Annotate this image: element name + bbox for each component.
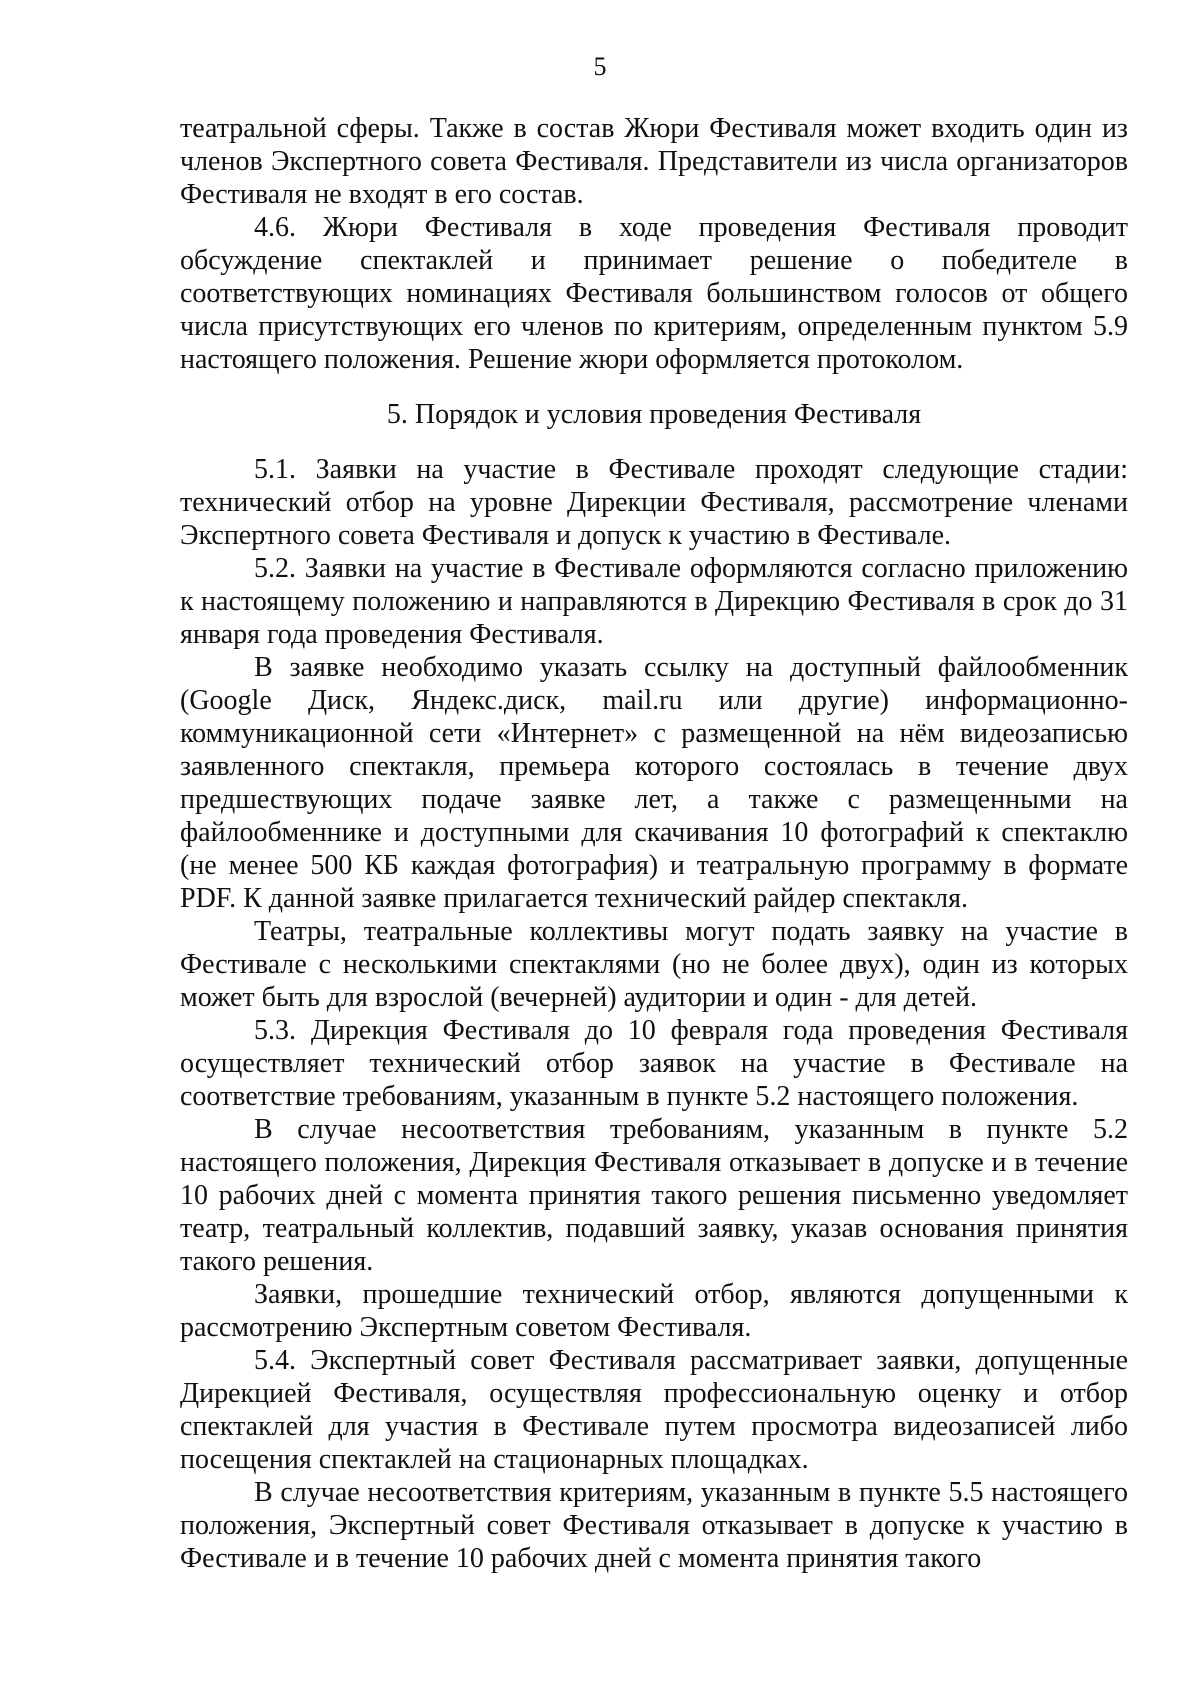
page-number: 5	[593, 52, 607, 81]
paragraph-5-2: 5.2. Заявки на участие в Фестивале оформляются согласно приложению к настоящему положению и направляются в Дирекцию Фестиваля в срок до 31 января года проведения Фестиваля.	[180, 553, 1128, 650]
paragraph-rejection-expert-council: В случае несоответствия критериям, указанным в пункте 5.5 настоящего положения, Экспертный совет Фестиваля отказывает в допуске к участию в Фестивале и в течение 10 рабочих дней с момента принятия такого	[180, 1477, 1128, 1574]
document-body	[180, 112, 1128, 1575]
paragraph-rejection-directorate: В случае несоответствия требованиям, указанным в пункте 5.2 настоящего положения, Дирекция Фестиваля отказывает в допуске и в течение 10 рабочих дней с момента принятия такого решения письменно уведомляет театр, театральный коллектив, подавший заявку, указав основания принятия такого решения.	[180, 1114, 1128, 1277]
paragraph-admitted-applications: Заявки, прошедшие технический отбор, являются допущенными к рассмотрению Экспертным советом Фестиваля.	[180, 1279, 1128, 1343]
section-heading: 5. Порядок и условия проведения Фестиваля	[386, 399, 922, 430]
paragraph-5-3: 5.3. Дирекция Фестиваля до 10 февраля года проведения Фестиваля осуществляет технический отбор заявок на участие в Фестивале на соответствие требованиям, указанным в пункте 5.2 настоящего положения.	[180, 1015, 1128, 1112]
paragraph-4-6: 4.6. Жюри Фестиваля в ходе проведения Фестиваля проводит обсуждение спектаклей и принимает решение о победителе в соответствующих номинациях Фестиваля большинством голосов от общего числа присутствующих его членов по критериям, определенным пунктом 5.9 настоящего положения. Решение жюри оформляется протоколом.	[180, 212, 1128, 375]
paragraph-multiple-performances: Театры, театральные коллективы могут подать заявку на участие в Фестивале с несколькими спектаклями (но не более двух), один из которых может быть для взрослой (вечерней) аудитории и один - для детей.	[180, 916, 1128, 1013]
paragraph-5-4: 5.4. Экспертный совет Фестиваля рассматривает заявки, допущенные Дирекцией Фестиваля, осуществляя профессиональную оценку и отбор спектаклей для участия в Фестивале путем просмотра видеозаписей либо посещения спектаклей на стационарных площадках.	[180, 1345, 1128, 1475]
paragraph-continuation: театральной сферы. Также в состав Жюри Фестиваля может входить один из членов Экспертного совета Фестиваля. Представители из числа организаторов Фестиваля не входят в его состав.	[180, 113, 1128, 210]
paragraph-5-1: 5.1. Заявки на участие в Фестивале проходят следующие стадии: технический отбор на уровне Дирекции Фестиваля, рассмотрение членами Экспертного совета Фестиваля и допуск к участию в Фестивале.	[180, 454, 1128, 551]
paragraph-application-link: В заявке необходимо указать ссылку на доступный файлообменник (Google Диск, Яндекс.диск, mail.ru или другие) информационно-коммуникационной сети «Интернет» с размещенной на нём видеозаписью заявленного спектакля, премьера которого состоялась в течение двух предшествующих подаче заявке лет, а также с размещенными на файлообменнике и доступными для скачивания 10 фотографий к спектаклю (не менее 500 КБ каждая фотография) и театральную программу в формате PDF. К данной заявке прилагается технический райдер спектакля.	[180, 652, 1128, 914]
